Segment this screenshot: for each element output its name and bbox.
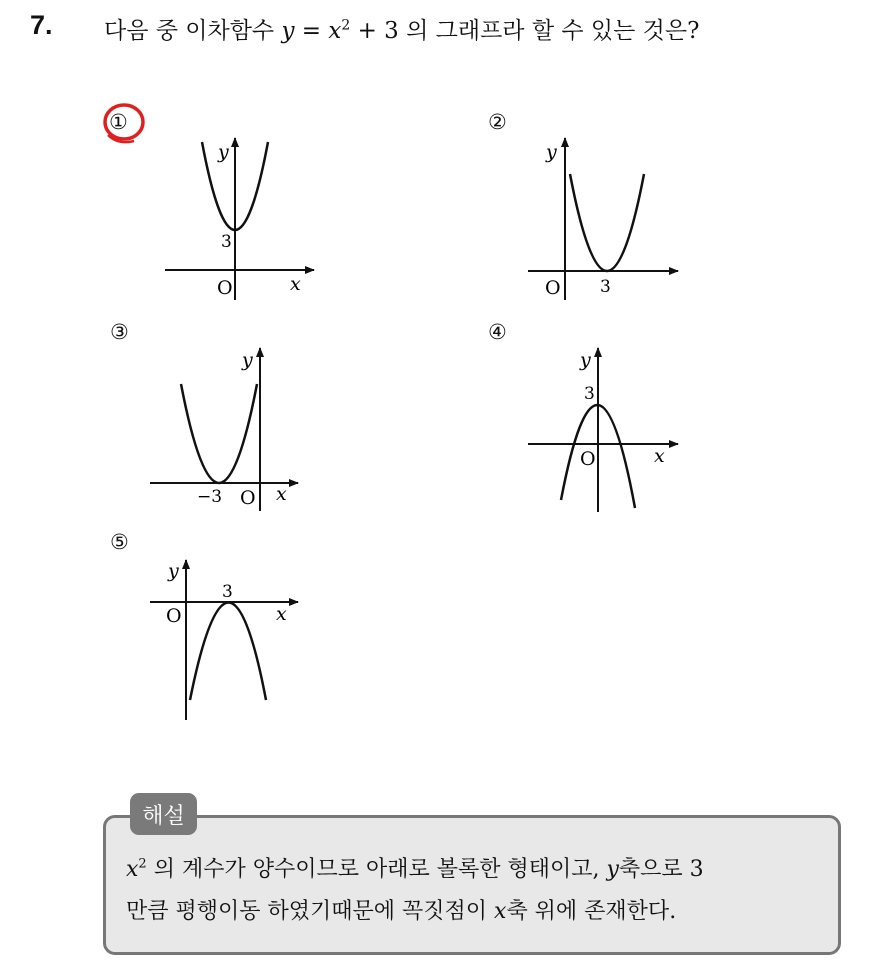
solution-line-1 — [126, 852, 704, 883]
solution-text-2a: 만큼 평행이동 하였기때문에 꼭짓점이 — [126, 899, 495, 924]
graph-4-vertex-label: 3 — [584, 384, 595, 404]
graph-2-origin-label: O — [545, 277, 561, 299]
graph-3 — [150, 348, 298, 511]
solution-label: 해설 — [130, 793, 197, 835]
graph-5-y-label: y — [168, 560, 179, 582]
choice-2-label[interactable]: ② — [488, 110, 507, 134]
graph-4-origin-label: O — [580, 448, 596, 470]
solution-text-1a: 의 계수가 양수이므로 아래로 볼록한 형태이고, — [146, 857, 607, 882]
question-suffix: 의 그래프라 할 수 있는 것은? — [398, 18, 700, 44]
graph-3-parabola — [181, 384, 257, 483]
solution-exponent: 2 — [138, 856, 147, 872]
solution-y-var: y — [606, 857, 619, 882]
formula-y: y — [281, 18, 295, 44]
graph-1-x-label: x — [290, 273, 301, 295]
selection-circle-icon — [105, 105, 143, 139]
choice-3-label[interactable]: ③ — [110, 320, 129, 344]
graph-3-origin-label: O — [240, 487, 256, 509]
graph-3-x-label: x — [276, 483, 287, 505]
graph-2-parabola — [570, 174, 644, 271]
choice-4-label[interactable]: ④ — [488, 320, 507, 344]
solution-x-var-2: x — [494, 899, 507, 924]
graph-1-vertex-label: 3 — [221, 232, 232, 252]
solution-line-2 — [126, 894, 676, 925]
graph-5 — [150, 560, 298, 720]
graph-4 — [528, 348, 678, 512]
graph-2-y-label: y — [546, 141, 557, 163]
formula-x: x — [328, 18, 342, 44]
graph-5-vertex-label: 3 — [222, 582, 233, 602]
graph-3-vertex-label: −3 — [197, 487, 223, 507]
graph-3-y-label: y — [242, 349, 253, 371]
graph-1 — [165, 138, 314, 300]
graph-5-parabola — [190, 603, 266, 701]
formula-constant: + 3 — [350, 18, 399, 44]
formula-eq: = — [294, 18, 329, 44]
graph-4-y-label: y — [580, 349, 591, 371]
question-prefix: 다음 중 이차함수 — [104, 18, 275, 44]
solution-text-2b: 축 위에 존재한다. — [506, 899, 677, 924]
solution-x-var: x — [126, 857, 139, 882]
choice-1-label[interactable]: ① — [109, 110, 128, 134]
solution-text-1b: 축으로 3 — [618, 857, 704, 882]
graph-2-vertex-label: 3 — [600, 277, 611, 297]
graph-1-origin-label: O — [217, 277, 233, 299]
graph-4-x-label: x — [654, 445, 665, 467]
formula-exponent: 2 — [341, 17, 351, 34]
graph-5-origin-label: O — [166, 605, 182, 627]
graph-1-y-label: y — [218, 141, 229, 163]
graph-5-x-label: x — [276, 603, 287, 625]
choice-5-label[interactable]: ⑤ — [110, 530, 129, 554]
solution-box — [103, 815, 841, 955]
graph-2 — [528, 138, 678, 300]
question-number: 7. — [30, 10, 53, 40]
